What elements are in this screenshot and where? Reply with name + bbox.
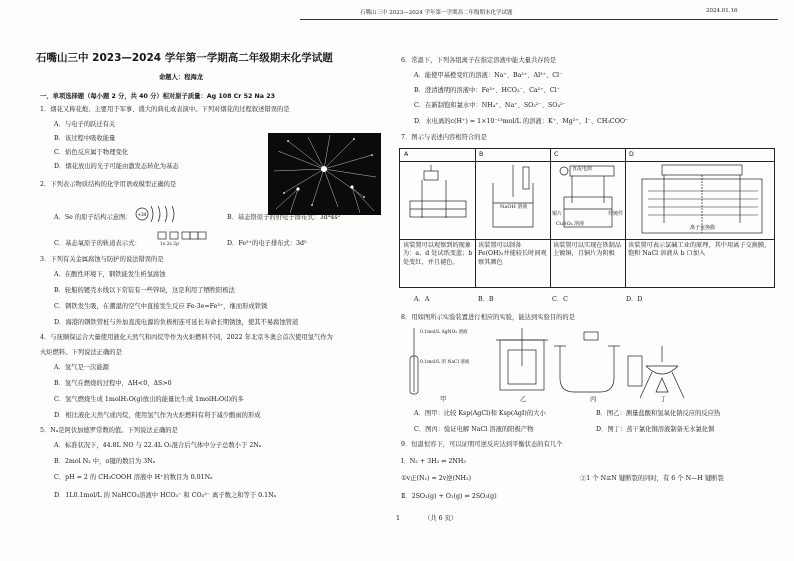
q2-option-d: D．Fe³⁺的电子排布式：3d⁵ [227, 240, 307, 247]
q4-option-b: B．氢气在燃烧的过程中，ΔH<0，ΔS>0 [54, 380, 172, 387]
q9-equation-1: Ⅰ．N₂ + 3H₂ ⇌ 2NH₃ [401, 458, 466, 465]
q6-option-b: B．澄清透明的溶液中：Fe³⁺、HCO₃⁻、Ca²⁺、Cl⁻ [414, 87, 560, 94]
q7-d-membrane-label: 离子交换膜 [690, 225, 716, 231]
page-title: 石嘴山三中 2023—2024 学年第一学期高二年级期末化学试题 [36, 52, 333, 64]
q4-option-a: A．氢气是一次能源 [54, 364, 109, 371]
se-atom-diagram [134, 202, 174, 226]
q8-option-b: B．图乙：测量盐酸和氢氧化钠反应的反应热 [596, 410, 721, 417]
q8-fig-label-yi: 乙 [520, 396, 527, 403]
q7-col-divider [625, 149, 626, 287]
q1-option-c: C．焰色反应属于物理变化 [54, 149, 129, 156]
q8-option-d: D．图丁：蒸干氯化铜溶液制备无水氯化铜 [596, 426, 715, 433]
q3-option-d: D．海港的钢铁管桩与外加直流电源的负极相连可延长寿命长期锈蚀，使其不易腐蚀管道 [54, 319, 299, 326]
fireworks-photo [268, 133, 381, 215]
q4-option-c: C．氢气燃烧生成 1molH₂O(g)放出的能量比生成 1molH₂O(l)的多 [54, 396, 244, 403]
page-total: （共 6 页） [424, 515, 458, 522]
q1-option-a: A．与电子的跃迁有关 [54, 121, 116, 128]
fireworks-image [268, 133, 381, 215]
q7-b-solution-label: NaOH 溶液 [500, 204, 528, 210]
header-rule [300, 19, 778, 20]
q2-option-a: A．Se 的原子结构示意图： [54, 214, 132, 221]
q7-table [399, 148, 775, 288]
q3-option-b: B．轮船的镀壳水线以下常装有一些锌块，这是利用了牺牲阳极法 [54, 287, 235, 294]
q7-c-source-label: 直流电源 [572, 166, 593, 172]
q1-stem: 1．烟花又称花炮、主要用于军事、盛大的典礼或表演中。下列对烟花的过程叙述错误的是 [40, 106, 290, 113]
q6-option-d: D．水电离的c(H⁺) = 1×10⁻¹³mol/L 的溶液：K⁺、Mg²⁺、I⁻、CH₃COO⁻ [414, 118, 629, 125]
q8-fig-label-ding: 丁 [660, 396, 667, 403]
q6-option-c: C．在新制饱和氯水中：NH₄⁺、Na⁺、SO₃²⁻、SO₄²⁻ [414, 102, 566, 109]
q7-col-a-label: A [404, 151, 409, 158]
q2-option-b: B．基态铬原子的价电子排布式：3d⁴4s² [227, 214, 341, 221]
q3-option-a: A．在酸性环境下，钢铁能发生析氢腐蚀 [54, 271, 166, 278]
q2-option-c: C．基态氧原子的轨道表示式： [54, 240, 141, 247]
q3-stem: 3．下列有关金属腐蚀与防护的说法错误的是 [40, 256, 164, 263]
q5-stem: 5．Nₐ是阿伏加德罗常数的值。下列说法正确的是 [40, 427, 178, 434]
header-date: 2024.01.16 [706, 8, 738, 14]
q8-option-a: A．图甲：比较 Ksp(AgCl)和 Ksp(AgI)的大小 [414, 410, 546, 417]
q1-option-b: B．该过程中吸收能量 [54, 135, 116, 142]
q7-col-b-label: B [479, 151, 484, 158]
q7-stem: 7．图示与表述内容相符合的是 [401, 134, 487, 141]
section-heading: 一、单项选择题（每小题 2 分，共 40 分）相对原子质量：Ag 108 Cr 52 Na 23 [40, 93, 275, 100]
q8-figures [400, 326, 780, 406]
q7-desc-d: 该装置可表示氯碱工业的原理，其中用离子交换膜，饱和 NaCl 溶液从 b 口加入 [628, 242, 771, 258]
q5-option-a: A．标准状况下，44.8L NO 与 22.4L O₂混合后气体中分子总数小于 2Nₐ [54, 442, 262, 449]
q6-stem: 6．常温下，下列各组离子在指定溶液中能大量共存的是 [401, 57, 557, 64]
q7-fig-a [402, 163, 474, 239]
q4-stem-line2: 火炬燃料。下列说法正确的是 [40, 349, 122, 356]
q7-col-c-label: C [554, 151, 559, 158]
q3-option-c: C．钢铁发生吸，在潮湿的空气中直接发生反应 Fe-3e=Fe³⁺，继而形成铁锈 [54, 303, 268, 310]
q7-answer-c: C．C [552, 296, 568, 303]
author-line: 命题人：程海龙 [159, 74, 204, 81]
q4-stem-line1: 4．与抚顺保运合大量使用液化天然气和丙烷等作为火炬燃料不同，2022 年北京冬奥会首次使用氢气作为 [40, 334, 333, 341]
running-header: 石嘴山三中 2023—2024 学年第一学期高二年级期末化学试题 [360, 10, 513, 16]
q7-c-solution-label: CuSO₄ 溶液 [556, 221, 585, 227]
q9-condition-2: ②1 个 N≡N 键断裂的同时，有 6 个 N—H 键断裂 [580, 475, 724, 482]
q7-answer-d: D．D [626, 296, 643, 303]
q7-row-divider [400, 239, 774, 240]
q7-c-right-label: 待镀件 [608, 211, 624, 217]
q7-c-left-label: 铜片 [552, 211, 563, 217]
q8-stem: 8．用如图所示实验装置进行相应的实验，能达到实验目的的是 [401, 314, 576, 321]
q9-condition-1: ①v正(N₂) = 2v逆(NH₃) [401, 475, 472, 482]
q7-col-divider [550, 149, 551, 287]
q9-equation-2: Ⅱ．2SO₂(g) + O₂(g) ⇌ 2SO₃(g) [401, 493, 497, 500]
q1-option-d: D．烟花放出的光子可能由激发态转化为基态 [54, 163, 179, 170]
q8-option-c: C．图丙：验证电解 NaCl 溶液的阳极产物 [414, 426, 534, 433]
q7-desc-c: 该装置可以实现在铁制品上镀铜，且铜片为阴极 [553, 242, 622, 258]
q7-desc-b: 该装置可以制备 Fe(OH)₂并能较长时间观察其颜色 [478, 242, 547, 266]
se-nucleus-label: +34 [137, 212, 147, 217]
q8-fig-label-jia: 甲 [440, 396, 447, 403]
q9-stem: 9．恒温恒容下，可以证明可逆反应达到平衡状态的有几个 [401, 441, 563, 448]
page-number: 1 [396, 515, 401, 522]
q6-option-a: A．能使甲基橙变红的溶液：Na⁺、Ba²⁺、Al³⁺、Cl⁻ [414, 72, 563, 79]
q7-answer-a: A．A [414, 296, 430, 303]
q8-jia-label-1: 0.1mol/L AgNO₃ 溶液 [420, 330, 468, 335]
q4-option-d: D．相比液化天然气或丙烷，使用氢气作为火炬燃料有利于减少酸雨的形成 [54, 412, 261, 419]
q7-fig-b [477, 163, 549, 239]
q7-answer-b: B．B [478, 296, 494, 303]
q2-stem: 2．下列表示物质结构的化学用语或模型正确的是 [40, 181, 177, 188]
q7-col-d-label: D [629, 151, 634, 158]
q7-desc-a: 该装置可以观察到的现象为：a、d 处试纸变蓝；b 处变红，并且褪色。 [403, 242, 473, 266]
q7-row-divider [400, 161, 774, 162]
q5-option-c: C．pH = 2 的 CH₃COOH 溶液中 H⁺的数目为 0.01Nₐ [54, 474, 213, 481]
q5-option-b: B．2mol N₂ 中，σ键的数目为 3Nₐ [54, 458, 156, 465]
orbital-labels: 1s 2s 2p [160, 242, 179, 247]
q8-jia-label-2: 0.1mol/L 的 NaCl 溶液 [420, 360, 470, 365]
q8-fig-label-bing: 丙 [590, 396, 597, 403]
q7-col-divider [475, 149, 476, 287]
q5-option-d: D．1L0.1mol/L 的 NaHCO₃溶液中 HCO₃⁻ 和 CO₃²⁻ 离子数之和等于 0.1Nₐ [54, 492, 277, 499]
oxygen-orbital-diagram [158, 232, 210, 242]
